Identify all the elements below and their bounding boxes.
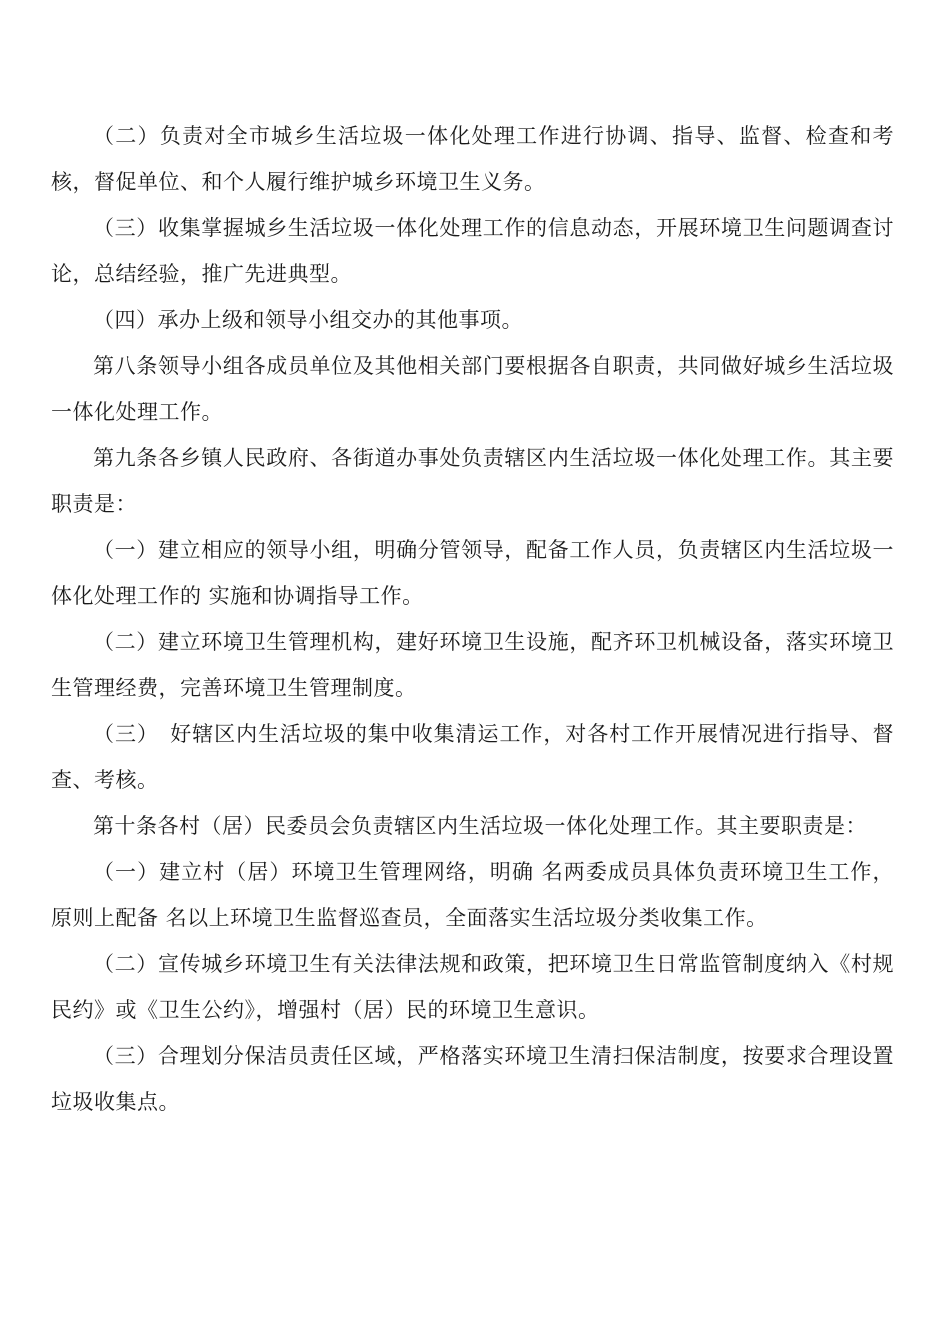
paragraph-article-10-item-3: （三）合理划分保洁员责任区域，严格落实环境卫生清扫保洁制度，按要求合理设置垃圾收集点。 — [51, 1044, 894, 1114]
paragraph-item-4-other: （四）承办上级和领导小组交办的其他事项。 — [93, 308, 523, 332]
paragraph-article-10-item-2: （二）宣传城乡环境卫生有关法律法规和政策，把环境卫生日常监管制度纳入《村规民约》或《卫生公约》，增强村（居）民的环境卫生意识。 — [51, 952, 894, 1022]
paragraph-article-9-item-1: （一）建立相应的领导小组，明确分管领导，配备工作人员，负责辖区内生活垃圾一体化处理工作的 实施和协调指导工作。 — [51, 538, 894, 608]
paragraph-article-9-item-3: （三） 好辖区内生活垃圾的集中收集清运工作，对各村工作开展情况进行指导、督查、考核。 — [51, 722, 894, 792]
paragraph-item-3-info: （三）收集掌握城乡生活垃圾一体化处理工作的信息动态，开展环境卫生问题调查讨论，总结经验，推广先进典型。 — [51, 216, 894, 286]
document-page — [51, 113, 894, 1125]
paragraph-article-10-item-1: （一）建立村（居）环境卫生管理网络，明确 名两委成员具体负责环境卫生工作，原则上配备 名以上环境卫生监督巡查员，全面落实生活垃圾分类收集工作。 — [51, 860, 894, 930]
paragraph-article-10: 第十条各村（居）民委员会负责辖区内生活垃圾一体化处理工作。其主要职责是： — [93, 814, 867, 838]
paragraph-article-9-item-2: （二）建立环境卫生管理机构，建好环境卫生设施，配齐环卫机械设备，落实环境卫生管理经费，完善环境卫生管理制度。 — [51, 630, 894, 700]
paragraph-article-8: 第八条领导小组各成员单位及其他相关部门要根据各自职责，共同做好城乡生活垃圾一体化处理工作。 — [51, 354, 894, 424]
paragraph-article-9: 第九条各乡镇人民政府、各街道办事处负责辖区内生活垃圾一体化处理工作。其主要职责是： — [51, 446, 894, 516]
paragraph-item-2-duties: （二）负责对全市城乡生活垃圾一体化处理工作进行协调、指导、监督、检查和考核，督促单位、和个人履行维护城乡环境卫生义务。 — [51, 124, 894, 194]
